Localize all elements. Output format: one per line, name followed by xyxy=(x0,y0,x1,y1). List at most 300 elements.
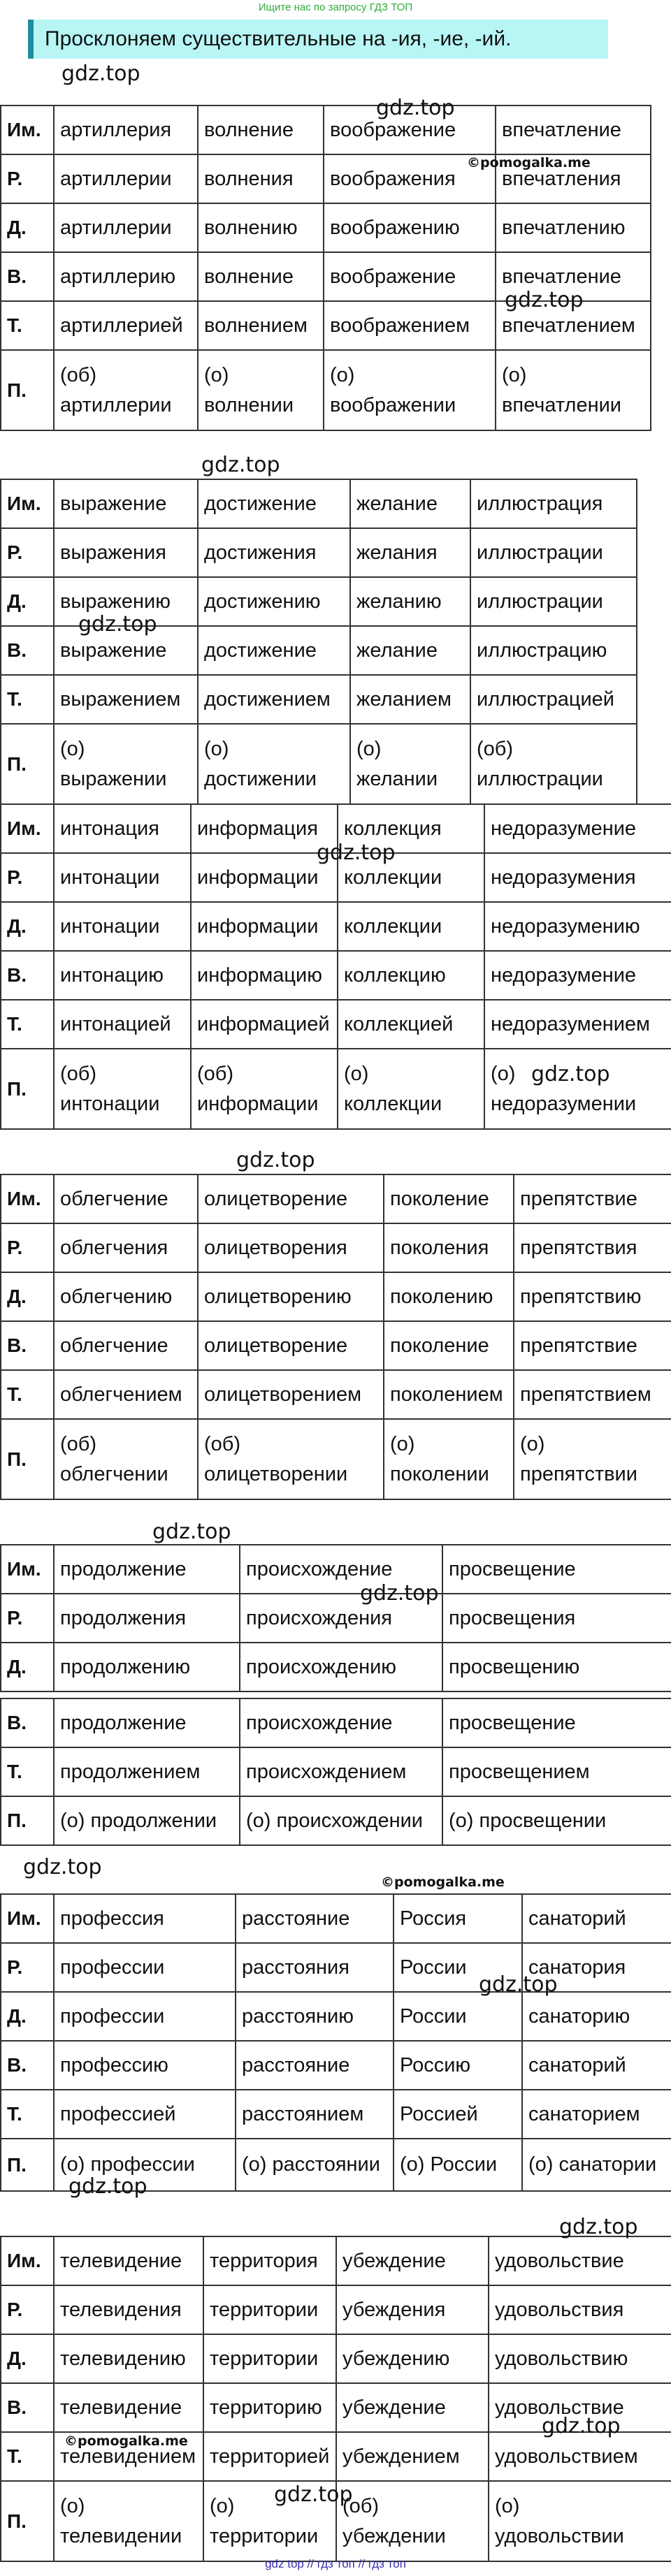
table-cell xyxy=(470,724,637,804)
table-cell: поколения xyxy=(384,1223,514,1272)
table-row xyxy=(1,350,651,430)
table-cell: волнение xyxy=(198,252,324,301)
case-label: П. xyxy=(1,1419,54,1499)
table-cell: облегчение xyxy=(54,1174,198,1223)
table-cell xyxy=(191,1049,338,1129)
table-cell xyxy=(350,724,470,804)
table-cell: интонацией xyxy=(54,1000,191,1049)
watermark-gdz: gdz.top xyxy=(505,288,584,312)
table-cell: России xyxy=(394,1992,522,2041)
table-cell: телевидение xyxy=(54,2383,203,2432)
watermark-gdz: gdz.top xyxy=(479,1972,558,1997)
table-cell: препятствию xyxy=(514,1272,671,1321)
table-cell: (о) расстоянии xyxy=(236,2139,394,2191)
table-cell: выражением xyxy=(54,675,198,724)
word-form: интонации xyxy=(60,1092,160,1115)
table-row xyxy=(1,951,671,1000)
preposition: (о) xyxy=(495,2495,520,2518)
preposition: (об) xyxy=(60,1063,97,1086)
watermark-gdz: gdz.top xyxy=(559,2215,638,2239)
preposition: (о) xyxy=(344,1063,369,1086)
table-row xyxy=(1,2041,671,2090)
case-label: Т. xyxy=(1,1747,54,1796)
table-cell: впечатление xyxy=(496,252,651,301)
word-form: удовольствии xyxy=(495,2524,624,2547)
table-cell: (о) происхождении xyxy=(240,1796,442,1845)
table-row xyxy=(1,1174,671,1223)
table-cell: волнению xyxy=(198,203,324,252)
table-cell: артиллерии xyxy=(54,154,198,203)
word-form: облегчении xyxy=(60,1462,168,1485)
table-cell: территорию xyxy=(203,2383,336,2432)
table-cell: территория xyxy=(203,2236,336,2285)
table-cell: артиллерию xyxy=(54,252,198,301)
table-cell xyxy=(338,1049,484,1129)
table-cell: облегчению xyxy=(54,1272,198,1321)
table-cell: России xyxy=(394,1943,522,1992)
preposition: (о) xyxy=(502,364,527,387)
case-label: Р. xyxy=(1,1223,54,1272)
preposition: (о) xyxy=(356,738,382,761)
table-row xyxy=(1,1992,671,2041)
watermark-gdz: gdz.top xyxy=(236,1148,315,1172)
table-row xyxy=(1,724,637,804)
preposition: (о) xyxy=(204,364,229,387)
table-cell xyxy=(54,2481,203,2561)
declension-table-7 xyxy=(0,2236,671,2562)
case-label: В. xyxy=(1,252,54,301)
table-cell: информации xyxy=(191,853,338,902)
table-cell: расстояния xyxy=(236,1943,394,1992)
watermark-gdz: gdz.top xyxy=(62,61,140,86)
table-cell xyxy=(336,2481,489,2561)
case-label: Р. xyxy=(1,1943,54,1992)
table-row xyxy=(1,2236,671,2285)
table-cell: выражения xyxy=(54,528,198,577)
word-form: препятствии xyxy=(520,1462,637,1485)
word-form: информации xyxy=(197,1092,319,1115)
table-cell xyxy=(54,1049,191,1129)
table-cell: происхождение xyxy=(240,1545,442,1594)
table-row xyxy=(1,1698,671,1747)
table-row xyxy=(1,1643,671,1691)
table-row xyxy=(1,203,651,252)
table-cell: волнением xyxy=(198,301,324,350)
table-cell: артиллерия xyxy=(54,105,198,154)
preposition: (о) xyxy=(60,2495,85,2518)
table-cell: (о) России xyxy=(394,2139,522,2191)
table-cell: происхождением xyxy=(240,1747,442,1796)
case-label: Т. xyxy=(1,301,54,350)
table-cell: расстоянию xyxy=(236,1992,394,2041)
table-cell: телевидению xyxy=(54,2334,203,2383)
table-row xyxy=(1,105,651,154)
preposition: (об) xyxy=(60,364,97,387)
table-cell: воображение xyxy=(324,252,496,301)
word-form: воображении xyxy=(330,393,456,416)
table-row xyxy=(1,1223,671,1272)
table-cell: удовольствием xyxy=(489,2432,671,2481)
table-cell: воображение xyxy=(324,105,496,154)
table-cell: препятствия xyxy=(514,1223,671,1272)
table-cell: воображением xyxy=(324,301,496,350)
declension-table-5a xyxy=(0,1544,671,1692)
watermark-pomogalka: ©pomogalka.me xyxy=(64,2433,188,2449)
table-cell xyxy=(54,1419,198,1499)
case-label: Им. xyxy=(1,1545,54,1594)
word-form: поколении xyxy=(390,1462,489,1485)
table-cell: поколением xyxy=(384,1370,514,1419)
table-cell xyxy=(54,350,198,430)
table-cell: Россию xyxy=(394,2041,522,2090)
watermark-gdz: gdz.top xyxy=(360,1581,439,1606)
table-cell: олицетворением xyxy=(198,1370,384,1419)
table-cell: интонация xyxy=(54,804,191,853)
table-cell: убеждения xyxy=(336,2285,489,2334)
case-label: Им. xyxy=(1,1894,54,1943)
watermark-gdz: gdz.top xyxy=(78,612,157,636)
table-cell: желанием xyxy=(350,675,470,724)
preposition: (об) xyxy=(197,1063,234,1086)
table-cell: убеждением xyxy=(336,2432,489,2481)
table-cell: профессия xyxy=(54,1894,236,1943)
case-label: Р. xyxy=(1,1594,54,1643)
case-label: Им. xyxy=(1,1174,54,1223)
case-label: П. xyxy=(1,2481,54,2561)
case-label: Р. xyxy=(1,2285,54,2334)
table-row xyxy=(1,902,671,951)
table-cell: территории xyxy=(203,2334,336,2383)
table-cell xyxy=(54,724,198,804)
table-cell: Россия xyxy=(394,1894,522,1943)
table-cell: выражению xyxy=(54,577,198,626)
table-cell: олицетворение xyxy=(198,1321,384,1370)
table-cell: просвещения xyxy=(442,1594,671,1643)
table-cell: удовольствие xyxy=(489,2383,671,2432)
table-cell: коллекцией xyxy=(338,1000,484,1049)
watermark-gdz: gdz.top xyxy=(152,1520,231,1544)
case-label: Им. xyxy=(1,2236,54,2285)
table-cell: желания xyxy=(350,528,470,577)
preposition: (об) xyxy=(477,738,514,761)
table-cell: достижением xyxy=(198,675,350,724)
table-cell xyxy=(484,1049,671,1129)
preposition: (о) xyxy=(60,738,85,761)
table-cell: олицетворения xyxy=(198,1223,384,1272)
table-cell: олицетворение xyxy=(198,1174,384,1223)
table-cell: расстоянием xyxy=(236,2090,394,2139)
table-row xyxy=(1,1419,671,1499)
table-cell: расстояние xyxy=(236,2041,394,2090)
table-cell: коллекции xyxy=(338,902,484,951)
case-label: Р. xyxy=(1,528,54,577)
table-cell: иллюстрации xyxy=(470,528,637,577)
table-cell: санатория xyxy=(522,1943,671,1992)
case-label: Т. xyxy=(1,675,54,724)
table-cell: происхождения xyxy=(240,1594,442,1643)
table-cell xyxy=(324,350,496,430)
table-cell: воображения xyxy=(324,154,496,203)
word-form: недоразумении xyxy=(491,1092,637,1115)
watermark-gdz: gdz.top xyxy=(23,1855,102,1879)
case-label: В. xyxy=(1,951,54,1000)
word-form: желании xyxy=(356,767,438,790)
case-label: П. xyxy=(1,1796,54,1845)
word-form: убеждении xyxy=(342,2524,446,2547)
table-cell: (о) санатории xyxy=(522,2139,671,2191)
preposition: (о) xyxy=(210,2495,235,2518)
table-cell: впечатление xyxy=(496,105,651,154)
table-cell: желание xyxy=(350,626,470,675)
table-cell: телевидение xyxy=(54,2236,203,2285)
table-cell: просвещением xyxy=(442,1747,671,1796)
table-cell: территории xyxy=(203,2285,336,2334)
declension-table-1 xyxy=(0,105,651,431)
preposition: (об) xyxy=(60,1433,97,1456)
preposition: (о) xyxy=(491,1063,516,1086)
case-label: Т. xyxy=(1,1000,54,1049)
table-cell: территорией xyxy=(203,2432,336,2481)
table-row xyxy=(1,1894,671,1943)
watermark-pomogalka: ©pomogalka.me xyxy=(381,1875,505,1890)
table-cell: (о) просвещении xyxy=(442,1796,671,1845)
word-form: олицетворении xyxy=(204,1462,348,1485)
case-label: Д. xyxy=(1,2334,54,2383)
table-row xyxy=(1,675,637,724)
table-cell xyxy=(198,724,350,804)
case-label: Им. xyxy=(1,804,54,853)
table-cell: иллюстрацией xyxy=(470,675,637,724)
table-cell xyxy=(489,2481,671,2561)
table-row xyxy=(1,1000,671,1049)
case-label: В. xyxy=(1,2383,54,2432)
table-cell: достижения xyxy=(198,528,350,577)
table-row xyxy=(1,1594,671,1643)
table-cell: (о) продолжении xyxy=(54,1796,240,1845)
word-form: иллюстрации xyxy=(477,767,603,790)
case-label: В. xyxy=(1,626,54,675)
case-label: Д. xyxy=(1,1643,54,1691)
table-cell: иллюстрации xyxy=(470,577,637,626)
declension-table-4 xyxy=(0,1174,671,1500)
table-cell: профессией xyxy=(54,2090,236,2139)
table-cell: удовольствию xyxy=(489,2334,671,2383)
table-cell: санаторию xyxy=(522,1992,671,2041)
table-cell: выражение xyxy=(54,626,198,675)
table-cell: коллекцию xyxy=(338,951,484,1000)
table-row xyxy=(1,1943,671,1992)
table-cell: убеждение xyxy=(336,2383,489,2432)
word-form: достижении xyxy=(204,767,317,790)
table-cell: продолжение xyxy=(54,1545,240,1594)
table-cell: профессии xyxy=(54,1992,236,2041)
word-form: телевидении xyxy=(60,2524,182,2547)
case-label: Т. xyxy=(1,2432,54,2481)
preposition: (о) xyxy=(330,364,355,387)
case-label: Р. xyxy=(1,853,54,902)
case-label: П. xyxy=(1,2139,54,2191)
table-cell: желанию xyxy=(350,577,470,626)
table-row xyxy=(1,1049,671,1129)
table-cell: продолжению xyxy=(54,1643,240,1691)
table-cell: волнение xyxy=(198,105,324,154)
table-row xyxy=(1,2090,671,2139)
table-cell: препятствие xyxy=(514,1321,671,1370)
table-row xyxy=(1,1321,671,1370)
preposition: (о) xyxy=(520,1433,545,1456)
word-form: артиллерии xyxy=(60,393,172,416)
case-label: Им. xyxy=(1,479,54,528)
table-cell: облегчения xyxy=(54,1223,198,1272)
table-cell: выражение xyxy=(54,479,198,528)
table-cell: облегчением xyxy=(54,1370,198,1419)
table-cell: профессию xyxy=(54,2041,236,2090)
exercise-header: Просклоняем существительные на -ия, -ие, -ий. xyxy=(28,20,608,59)
table-row xyxy=(1,1747,671,1796)
case-label: П. xyxy=(1,350,54,430)
table-row xyxy=(1,528,637,577)
footer-watermark: gdz top // гдз топ // гдз топ xyxy=(265,2557,406,2570)
case-label: Им. xyxy=(1,105,54,154)
table-row xyxy=(1,479,637,528)
table-row xyxy=(1,1796,671,1845)
table-cell: волнения xyxy=(198,154,324,203)
word-form: территории xyxy=(210,2524,319,2547)
table-cell: поколению xyxy=(384,1272,514,1321)
table-cell xyxy=(514,1419,671,1499)
table-cell: профессии xyxy=(54,1943,236,1992)
top-note: Ищите нас по запросу ГДЗ ТОП xyxy=(258,1,413,13)
table-cell: продолжением xyxy=(54,1747,240,1796)
case-label: Д. xyxy=(1,577,54,626)
case-label: В. xyxy=(1,1321,54,1370)
table-cell: облегчение xyxy=(54,1321,198,1370)
preposition: (о) xyxy=(204,738,229,761)
table-cell xyxy=(496,350,651,430)
table-cell: телевидения xyxy=(54,2285,203,2334)
watermark-gdz: gdz.top xyxy=(542,2414,621,2438)
case-label: Д. xyxy=(1,902,54,951)
case-label: Д. xyxy=(1,1992,54,2041)
table-cell: санаторий xyxy=(522,1894,671,1943)
table-cell: санаторием xyxy=(522,2090,671,2139)
table-cell: интонации xyxy=(54,853,191,902)
table-cell: артиллерии xyxy=(54,203,198,252)
watermark-gdz: gdz.top xyxy=(68,2174,147,2199)
table-cell: происхождение xyxy=(240,1698,442,1747)
preposition: (об) xyxy=(342,2495,380,2518)
case-label: П. xyxy=(1,1049,54,1129)
table-cell xyxy=(198,350,324,430)
table-cell: препятствие xyxy=(514,1174,671,1223)
declension-table-2 xyxy=(0,479,637,805)
table-cell: (о) профессии xyxy=(54,2139,236,2191)
table-cell: просвещение xyxy=(442,1545,671,1594)
watermark-gdz: gdz.top xyxy=(376,96,455,120)
watermark-gdz: gdz.top xyxy=(274,2482,353,2507)
case-label: Т. xyxy=(1,1370,54,1419)
table-cell: расстояние xyxy=(236,1894,394,1943)
table-cell: недоразумение xyxy=(484,951,671,1000)
table-cell: желание xyxy=(350,479,470,528)
table-cell: недоразумением xyxy=(484,1000,671,1049)
table-cell: достижение xyxy=(198,626,350,675)
table-cell: продолжение xyxy=(54,1698,240,1747)
table-cell: недоразумения xyxy=(484,853,671,902)
watermark-gdz: gdz.top xyxy=(201,453,280,477)
watermark-pomogalka: ©pomogalka.me xyxy=(467,155,591,170)
table-cell: происхождению xyxy=(240,1643,442,1691)
preposition: (о) xyxy=(390,1433,415,1456)
case-label: В. xyxy=(1,2041,54,2090)
table-cell: просвещению xyxy=(442,1643,671,1691)
word-form: впечатлении xyxy=(502,393,621,416)
table-cell: иллюстрацию xyxy=(470,626,637,675)
table-row xyxy=(1,1272,671,1321)
case-label: Д. xyxy=(1,203,54,252)
table-cell: достижение xyxy=(198,479,350,528)
table-cell: недоразумение xyxy=(484,804,671,853)
case-label: Р. xyxy=(1,154,54,203)
table-cell: санаторий xyxy=(522,2041,671,2090)
table-cell: интонацию xyxy=(54,951,191,1000)
table-cell: препятствием xyxy=(514,1370,671,1419)
table-cell: недоразумению xyxy=(484,902,671,951)
declension-table-6 xyxy=(0,1893,671,2192)
table-row xyxy=(1,1545,671,1594)
table-cell: просвещение xyxy=(442,1698,671,1747)
case-label: Т. xyxy=(1,2090,54,2139)
table-cell: впечатления xyxy=(496,154,651,203)
table-cell: информацией xyxy=(191,1000,338,1049)
table-row xyxy=(1,2285,671,2334)
table-cell: впечатлением xyxy=(496,301,651,350)
table-cell: иллюстрация xyxy=(470,479,637,528)
table-cell: достижению xyxy=(198,577,350,626)
case-label: П. xyxy=(1,724,54,804)
watermark-gdz: gdz.top xyxy=(531,1062,610,1086)
table-cell: интонации xyxy=(54,902,191,951)
table-cell: продолжения xyxy=(54,1594,240,1643)
word-form: коллекции xyxy=(344,1092,442,1115)
table-cell: убеждению xyxy=(336,2334,489,2383)
table-cell: удовольствия xyxy=(489,2285,671,2334)
case-label: В. xyxy=(1,1698,54,1747)
table-row xyxy=(1,1370,671,1419)
table-cell: впечатлению xyxy=(496,203,651,252)
table-cell: телевидением xyxy=(54,2432,203,2481)
watermark-gdz: gdz.top xyxy=(317,841,396,865)
table-cell: информацию xyxy=(191,951,338,1000)
table-cell: убеждение xyxy=(336,2236,489,2285)
table-cell: поколение xyxy=(384,1321,514,1370)
table-cell: поколение xyxy=(384,1174,514,1223)
case-label: Д. xyxy=(1,1272,54,1321)
declension-table-5b xyxy=(0,1698,671,1846)
table-cell: олицетворению xyxy=(198,1272,384,1321)
table-cell: информации xyxy=(191,902,338,951)
table-cell: удовольствие xyxy=(489,2236,671,2285)
table-cell: коллекция xyxy=(338,804,484,853)
table-cell: информация xyxy=(191,804,338,853)
table-cell: артиллерией xyxy=(54,301,198,350)
table-cell xyxy=(384,1419,514,1499)
word-form: волнении xyxy=(204,393,294,416)
table-cell: Россией xyxy=(394,2090,522,2139)
preposition: (об) xyxy=(204,1433,241,1456)
table-cell xyxy=(198,1419,384,1499)
table-cell: коллекции xyxy=(338,853,484,902)
